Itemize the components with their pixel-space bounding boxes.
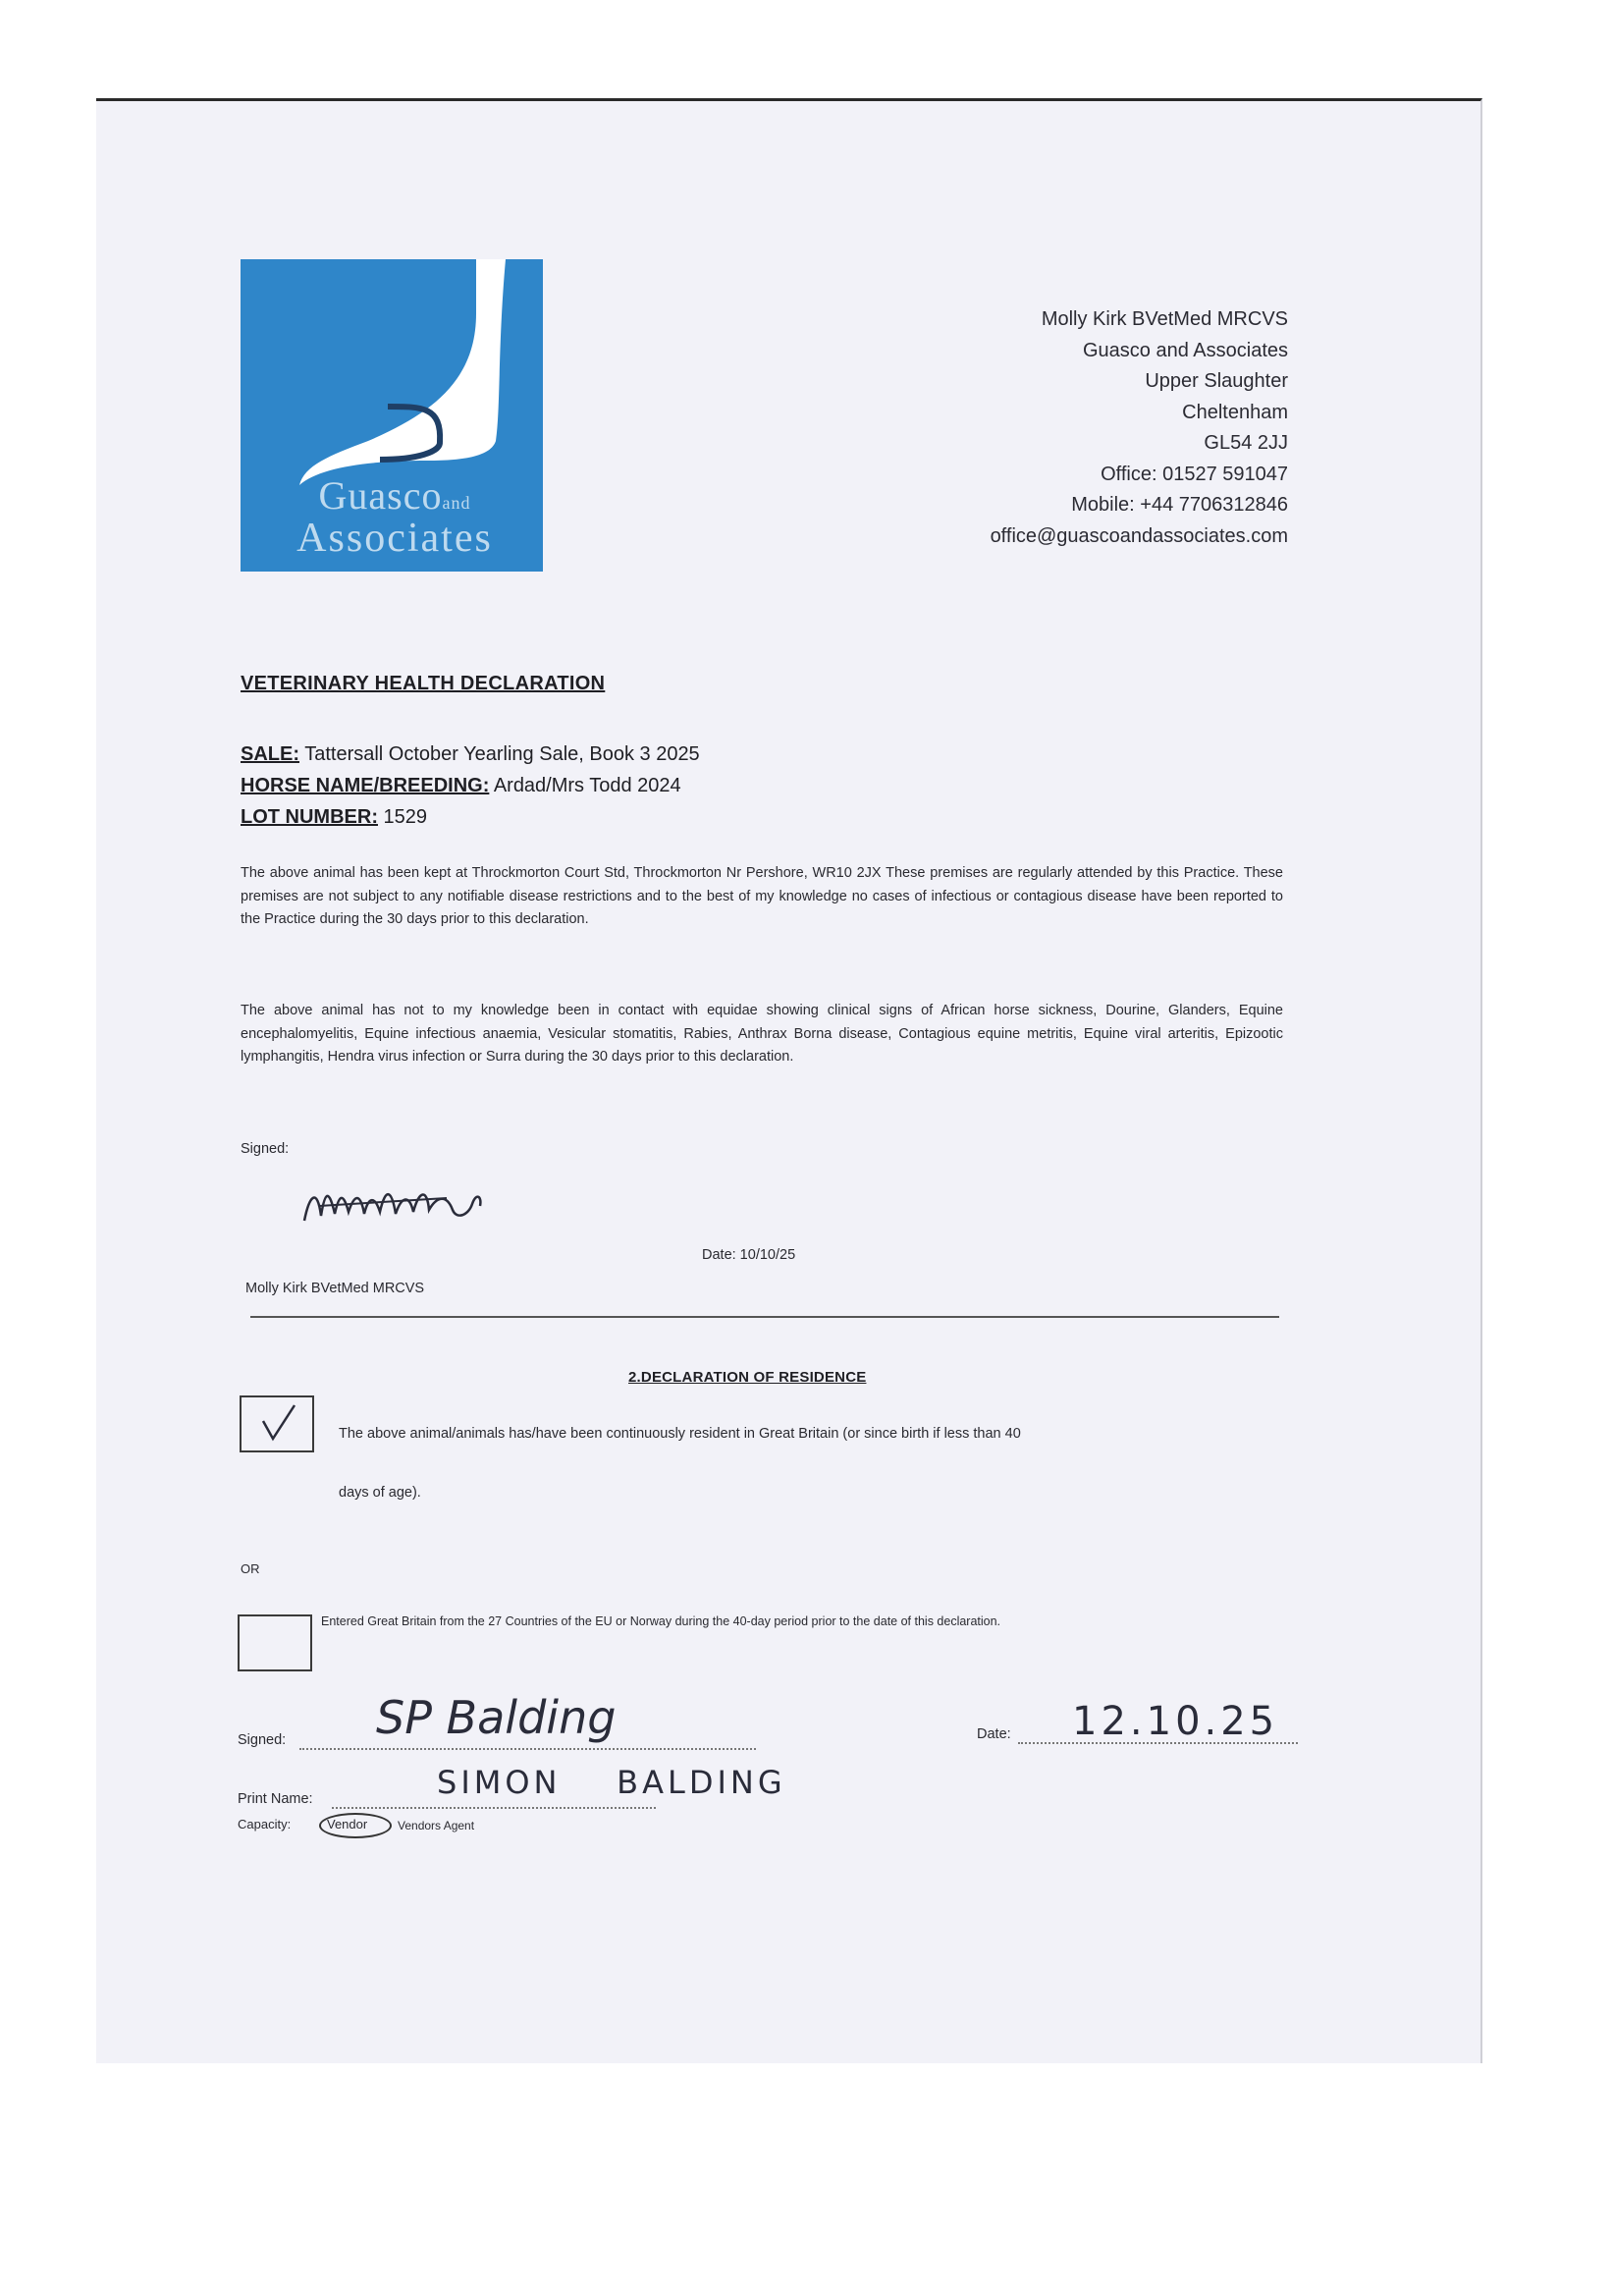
lot-value: 1529 <box>383 806 428 828</box>
option2-checkbox[interactable] <box>238 1614 312 1671</box>
owner-date-value[interactable]: 12.10.25 <box>1072 1699 1279 1744</box>
horse-label: HORSE NAME/BREEDING: <box>241 775 490 796</box>
address-mobile-phone: Mobile: +44 7706312846 <box>1071 494 1288 516</box>
address-name: Molly Kirk BVetMed MRCVS <box>1041 308 1288 330</box>
document-title: VETERINARY HEALTH DECLARATION <box>241 673 606 694</box>
owner-date-label: Date: <box>977 1726 1011 1742</box>
logo-line2: Associates <box>296 516 493 561</box>
address-office-phone: Office: 01527 591047 <box>1101 463 1288 485</box>
option1-text: The above animal/animals has/have been continuously resident in Great Britain (or since birth if less than 40 <box>339 1426 1021 1442</box>
address-block <box>797 304 1288 552</box>
owner-signature[interactable]: SP Balding <box>376 1691 617 1744</box>
horse-value: Ardad/Mrs Todd 2024 <box>493 775 681 796</box>
vet-date: Date: 10/10/25 <box>702 1247 796 1263</box>
sale-label: SALE: <box>241 743 299 765</box>
option1-checkbox[interactable] <box>240 1395 314 1452</box>
option2-text: Entered Great Britain from the 27 Countries of the EU or Norway during the 40-day period prior to the date of this declaration. <box>321 1614 1001 1628</box>
sale-details <box>241 738 700 833</box>
address-village: Upper Slaughter <box>1145 370 1288 392</box>
print-name-value[interactable]: SIMON BALDING <box>437 1764 786 1801</box>
vet-signature <box>299 1176 515 1235</box>
or-label: OR <box>241 1561 260 1576</box>
logo-line1-small: and <box>442 493 471 513</box>
logo-wordmark <box>252 473 537 561</box>
address-postcode: GL54 2JJ <box>1204 432 1288 454</box>
company-logo <box>241 259 543 572</box>
option1-text-cont: days of age). <box>339 1485 421 1501</box>
address-email: office@guascoandassociates.com <box>990 524 1288 547</box>
residence-title: 2.DECLARATION OF RESIDENCE <box>628 1369 867 1386</box>
capacity-vendor[interactable]: Vendor <box>327 1817 368 1831</box>
lot-label: LOT NUMBER: <box>241 806 378 828</box>
section-divider <box>250 1316 1279 1318</box>
print-name-label: Print Name: <box>238 1791 313 1807</box>
premises-paragraph: The above animal has been kept at Throckmorton Court Std, Throckmorton Nr Pershore, WR10 2JX These premises are regularly attended by this Practice. These premises are not subject to any notifiable disease restrictions and to the best of my knowledge no cases of infectious or contagious disease have been reported to the Practice during the 30 days prior to this declaration. <box>241 865 1283 927</box>
capacity-agent[interactable]: Vendors Agent <box>398 1819 475 1832</box>
print-name-line <box>332 1807 656 1809</box>
address-company: Guasco and Associates <box>1082 339 1288 361</box>
sale-value: Tattersall October Yearling Sale, Book 3 2025 <box>304 743 700 765</box>
address-town: Cheltenham <box>1182 401 1288 423</box>
disease-paragraph: The above animal has not to my knowledge been in contact with equidae showing clinical signs of African horse sickness, Dourine, Glanders, Equine encephalomyelitis, Equine infectious anaemia, Vesicular stomatitis, Rabies, Anthrax Borna disease, Contagious equine metritis, Equine viral arteritis, Epizootic lymphangitis, Hendra virus infection or Surra during the 30 days prior to this declaration. <box>241 1003 1283 1065</box>
vet-signed-label: Signed: <box>241 1141 290 1157</box>
vet-name: Molly Kirk BVetMed MRCVS <box>245 1281 425 1296</box>
signature-line <box>299 1748 756 1750</box>
logo-line1: Guasco <box>318 473 443 518</box>
checkmark-icon <box>242 1397 312 1450</box>
owner-signed-label: Signed: <box>238 1732 287 1748</box>
capacity-label: Capacity: <box>238 1817 292 1831</box>
